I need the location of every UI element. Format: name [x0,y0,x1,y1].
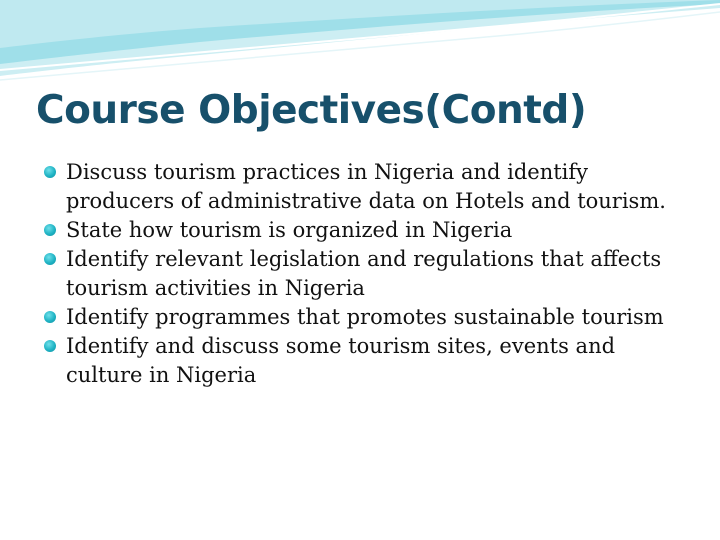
header-wave-decoration [0,0,720,90]
objectives-list [44,158,684,390]
bullet-dot-icon [44,166,56,178]
bullet-dot-icon [44,311,56,323]
objective-text: Discuss tourism practices in Nigeria and identify producers of administrative data on Hotels and tourism. [66,160,666,213]
objective-text: Identify and discuss some tourism sites, events and culture in Nigeria [66,334,616,387]
objective-item [44,332,684,390]
objective-text: State how tourism is organized in Nigeria [66,218,513,242]
slide-title: Course Objectives(Contd) [36,88,587,133]
bullet-dot-icon [44,340,56,352]
objective-item [44,303,684,332]
objective-item [44,216,684,245]
objective-text: Identify programmes that promotes sustainable tourism [66,305,664,329]
objective-text: Identify relevant legislation and regulations that affects tourism activities in Nigeria [66,247,662,300]
objective-item [44,245,684,303]
bullet-dot-icon [44,224,56,236]
objective-item [44,158,684,216]
bullet-dot-icon [44,253,56,265]
